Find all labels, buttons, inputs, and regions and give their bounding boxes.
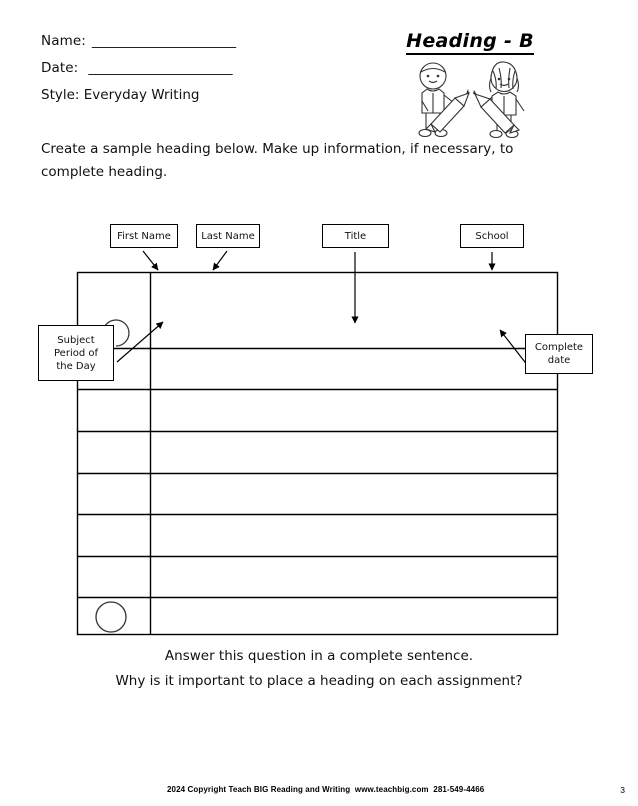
callout-last-name	[196, 224, 260, 248]
header-fields	[41, 33, 371, 103]
callout-subject-period	[38, 325, 114, 381]
question-text: Why is it important to place a heading on each assignment?	[115, 673, 523, 689]
date-field-row	[41, 60, 371, 76]
question-block	[41, 644, 597, 694]
callout-first-name	[110, 224, 178, 248]
callout-school	[460, 224, 524, 248]
instruction-text: Create a sample heading below. Make up information, if necessary, to complete heading.	[41, 141, 514, 180]
callout-date-line-1: Complete	[534, 342, 584, 353]
callout-first-name-label: First Name	[117, 230, 171, 242]
callout-subject-line-3: the Day	[56, 360, 96, 372]
arrow-last-name	[213, 251, 227, 270]
callout-last-name-label: Last Name	[201, 230, 255, 242]
arrow-complete-date	[500, 330, 528, 366]
style-line: Style: Everyday Writing	[41, 87, 200, 103]
name-field-row	[41, 33, 371, 49]
question-prompt: Answer this question in a complete sentence.	[164, 648, 474, 664]
arrow-subject	[117, 322, 163, 362]
callout-date-line-2: date	[547, 355, 571, 366]
page-footer	[0, 785, 638, 799]
callout-title-label: Title	[344, 230, 367, 242]
circle-mark	[96, 602, 126, 632]
footer-page-number: 3	[620, 785, 625, 795]
callout-complete-date	[525, 334, 593, 374]
arrow-first-name	[143, 251, 158, 270]
callout-title	[322, 224, 389, 248]
callout-subject-line-2: Period of	[54, 347, 98, 359]
name-write-line[interactable]: _______________________	[91, 33, 236, 49]
date-label: Date:	[41, 60, 79, 76]
callout-subject-line-1: Subject	[57, 334, 95, 346]
two-children-with-pencils-clipart	[380, 61, 560, 143]
title-block	[380, 30, 560, 143]
name-label: Name:	[41, 33, 86, 49]
callout-school-label: School	[475, 230, 509, 242]
date-write-line[interactable]: _______________________	[88, 60, 233, 76]
footer-copyright: 2024 Copyright Teach BIG Reading and Writing www.teachbig.com 281-549-4466	[167, 785, 485, 794]
page-title: Heading - B	[406, 30, 534, 55]
